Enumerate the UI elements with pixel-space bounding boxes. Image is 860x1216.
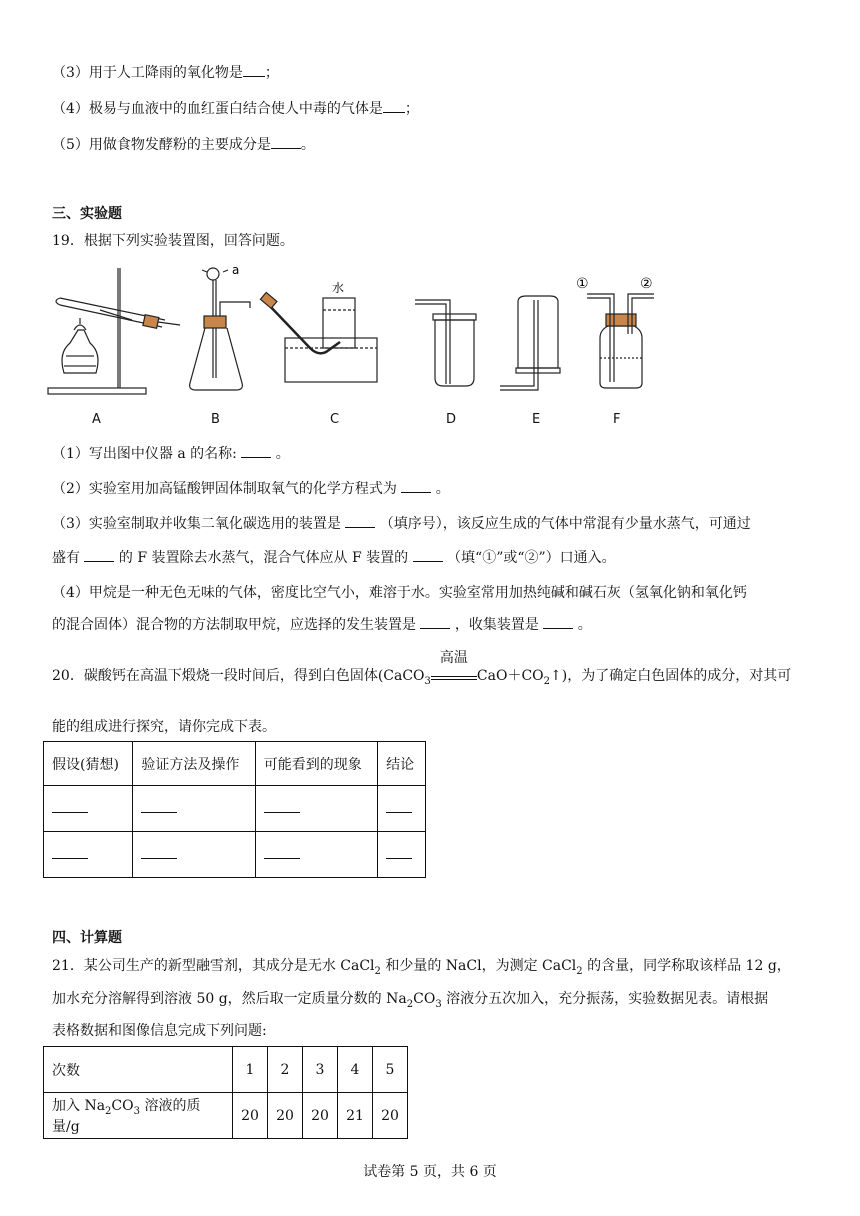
data-table [43,1046,408,1139]
table-row [44,1093,408,1139]
subscript: 2 [576,965,583,977]
q19-part4-text2: ，收集装置是 [450,617,544,633]
answer-blank[interactable] [420,616,450,629]
q19-part1-end: 。 [271,446,290,462]
q19-part1-text: （1）写出图中仪器 a 的名称: [52,446,242,462]
page-footer: 试卷第 5 页，共 6 页 [363,1164,497,1180]
reaction-arrow [431,650,477,680]
q19-part3 [52,513,751,533]
apparatus-label: B [211,412,220,427]
q19-part4: （4）甲烷是一种无色无味的气体，密度比空气小，难溶于水。实验室常用加热纯碱和碱石灰（氢氧化钠和氧化钙 [52,585,747,601]
q21-stem [52,955,791,977]
q21-text: 21．某公司生产的新型融雪剂，其成分是无水 CaCl [52,958,375,974]
q20-stem [52,650,792,687]
answer-blank[interactable] [271,136,301,149]
table-cell: 20 [268,1093,303,1139]
apparatus-label: E [532,412,541,427]
answer-blank[interactable] [345,515,375,528]
answer-blank[interactable] [383,100,405,113]
q21-text3: 的含量，同学称取该样品 12 g， [582,958,791,974]
q19-part2 [52,478,450,498]
table-row [44,786,426,832]
subscript: 2 [105,1105,112,1117]
q19-part2-text: （2）实验室用加高锰酸钾固体制取氧气的化学方程式为 [52,481,402,497]
table-header: 可能看到的现象 [255,742,377,786]
q19-part3-text5: （填“①”或“②”）口通入。 [442,550,616,566]
table-cell: 20 [303,1093,338,1139]
q18-part3-text: （3）用于人工降雨的氧化物是 [52,65,243,81]
answer-blank[interactable] [52,858,88,859]
answer-blank[interactable] [241,445,271,458]
answer-blank[interactable] [243,64,265,77]
apparatus-f [587,294,654,388]
q18-part5-end: 。 [300,137,315,153]
q19-part2-end: 。 [431,481,450,497]
apparatus-e [500,296,560,390]
q18-part3 [52,62,279,82]
table-row [44,1047,408,1093]
q19-part4-end: 。 [573,617,592,633]
table-cell: 20 [233,1093,268,1139]
q19-part3-text: （3）实验室制取并收集二氧化碳选用的装置是 [52,516,346,532]
subscript: 3 [435,998,442,1010]
q20-stem-cont: 能的组成进行探究，请你完成下表。 [52,719,276,735]
answer-blank[interactable] [264,858,300,859]
q21-stem-cont [52,988,768,1010]
label-water: 水 [332,281,345,295]
q21-text4: 加水充分溶解得到溶液 50 g，然后取一定质量分数的 Na [52,991,407,1007]
reaction-condition: 高温 [439,650,468,666]
q20-text2: CaO＋CO [476,668,544,684]
table-header: 结论 [378,742,426,786]
subscript: 2 [406,998,414,1010]
row-label-text3: 溶液的质量/g [52,1097,201,1136]
table-cell: 1 [233,1047,268,1093]
q18-part4-text: （4）极易与血液中的血红蛋白结合使人中毒的气体是 [52,101,383,117]
section-3-title: 三、实验题 [52,206,122,222]
port-2-label: ② [640,276,653,292]
table-cell: 2 [268,1047,303,1093]
apparatus-c [260,292,377,382]
subscript: 2 [543,675,551,687]
table-header: 假设(猜想) [44,742,133,786]
q19-part1 [52,443,290,463]
apparatus-b [190,268,250,390]
answer-blank[interactable] [141,812,177,813]
q18-part3-end: ； [264,65,279,81]
answer-blank[interactable] [386,858,412,859]
apparatus-diagram [40,258,680,408]
subscript: 3 [133,1105,140,1117]
table-cell: 5 [373,1047,408,1093]
table-row [44,832,426,878]
answer-blank[interactable] [401,480,431,493]
answer-blank[interactable] [84,549,114,562]
subscript: 3 [424,675,431,687]
q21-stem-cont2: 表格数据和图像信息完成下列问题: [52,1023,267,1039]
answer-blank[interactable] [52,812,88,813]
q19-part4-cont [52,614,592,634]
apparatus-label: D [446,412,457,427]
table-cell: 3 [303,1047,338,1093]
answer-blank[interactable] [543,616,573,629]
apparatus-label: A [92,412,101,427]
q21-text5: CO [413,991,436,1007]
q18-part4 [52,98,419,118]
answer-blank[interactable] [264,812,300,813]
row-label-text: 加入 Na [52,1097,106,1114]
q18-part5 [52,134,315,154]
table-cell: 20 [373,1093,408,1139]
q19-part3-text3: 盛有 [52,550,85,566]
q19-part3-text2: （填序号），该反应生成的气体中常混有少量水蒸气，可通过 [375,516,751,532]
row-label-text2: CO [111,1097,134,1114]
apparatus-a [48,268,180,394]
q19-stem: 19．根据下列实验装置图，回答问题。 [52,233,294,249]
answer-blank[interactable] [413,549,443,562]
row-label [44,1093,233,1139]
q20-text3: ↑)，为了确定白色固体的成分，对其可 [550,668,792,684]
hypothesis-table [43,741,426,878]
section-4-title: 四、计算题 [52,930,122,946]
q18-part5-text: （5）用做食物发酵粉的主要成分是 [52,137,271,153]
q21-text2: 和少量的 NaCl，为测定 CaCl [380,958,577,974]
q18-part4-end: ； [404,101,419,117]
apparatus-d [415,300,476,386]
table-header: 验证方法及操作 [133,742,255,786]
q19-part4-text: 的混合固体）混合物的方法制取甲烷，应选择的发生装置是 [52,617,421,633]
port-1-label: ① [576,276,589,292]
subscript: 2 [374,965,381,977]
table-cell: 21 [338,1093,373,1139]
answer-blank[interactable] [141,858,177,859]
row-label: 次数 [44,1047,233,1093]
q19-part3-cont [52,547,616,567]
q19-part3-text4: 的 F 装置除去水蒸气，混合气体应从 F 装置的 [114,550,413,566]
label-a: a [232,263,240,277]
apparatus-label: F [613,412,621,427]
q20-text: 20．碳酸钙在高温下煅烧一段时间后，得到白色固体(CaCO [52,668,425,684]
answer-blank[interactable] [386,812,412,813]
apparatus-label: C [330,412,340,427]
q21-text6: 溶液分五次加入，充分振荡，实验数据见表。请根据 [441,991,769,1007]
table-cell: 4 [338,1047,373,1093]
